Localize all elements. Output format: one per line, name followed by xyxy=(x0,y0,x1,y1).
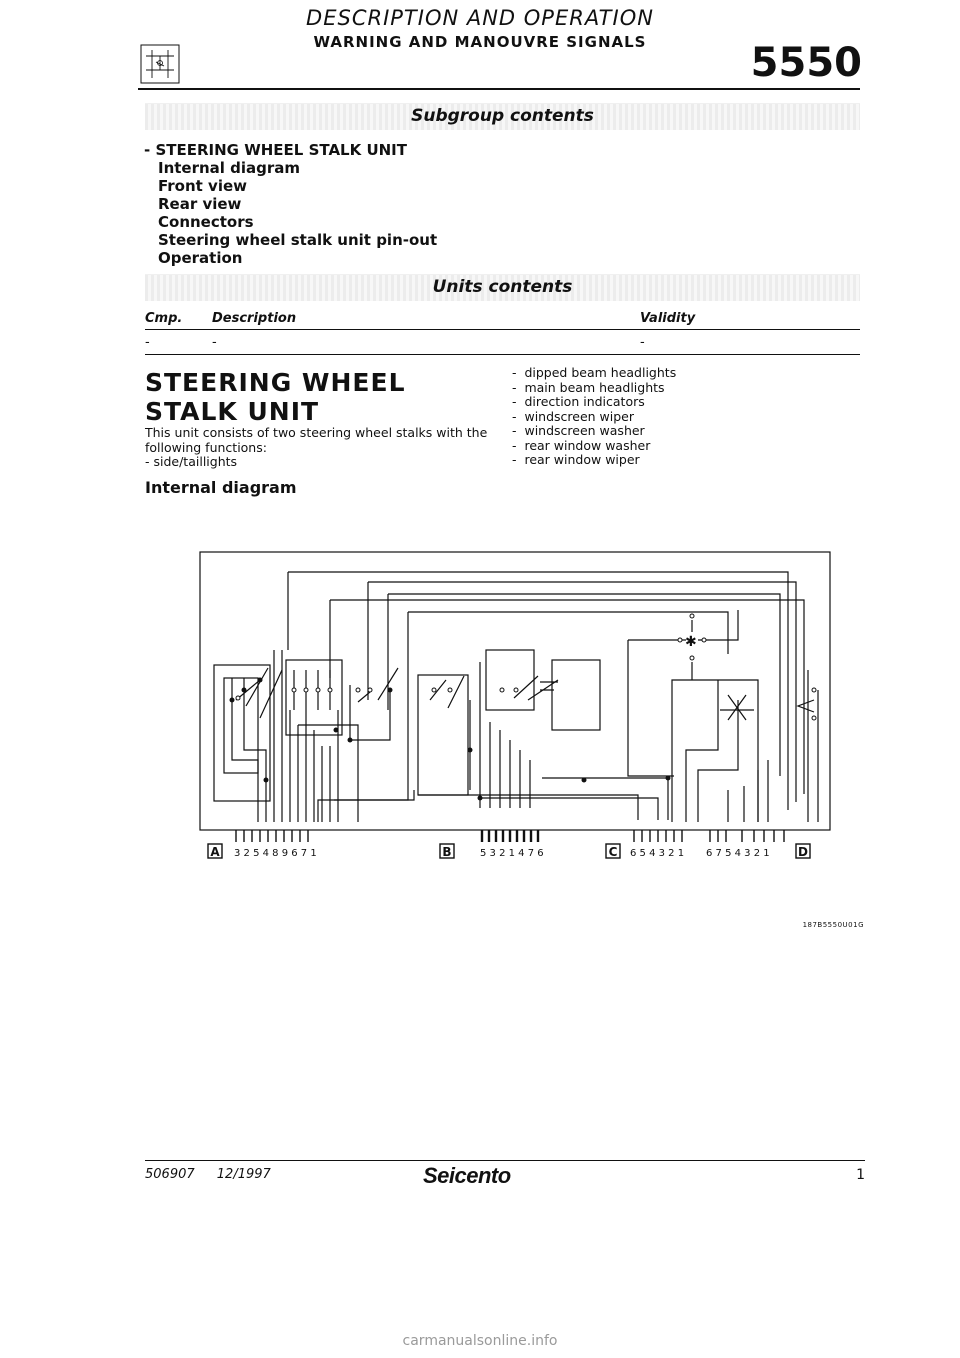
row-cmp: - xyxy=(145,335,150,350)
connector-d-pins: 6 7 5 4 3 2 1 xyxy=(706,848,770,859)
toc-main-item: - STEERING WHEEL STALK UNIT xyxy=(144,141,407,159)
table-rule-bottom xyxy=(145,354,860,355)
page-header-title: DESCRIPTION AND OPERATION xyxy=(306,6,654,30)
watermark: carmanualsonline.info xyxy=(402,1333,558,1349)
diagram-heading: Internal diagram xyxy=(145,478,297,497)
function-item: - side/taillights xyxy=(145,454,238,469)
lamp-symbol: ✱ xyxy=(685,634,697,650)
function-item: windscreen washer xyxy=(524,423,645,438)
connector-b-label: B xyxy=(442,845,452,859)
footer-date: 12/1997 xyxy=(216,1167,271,1182)
section-title xyxy=(145,368,406,426)
row-validity: - xyxy=(640,335,645,350)
internal-wiring-diagram xyxy=(198,550,838,866)
connector-d-label: D xyxy=(798,845,808,859)
footer-doc-info xyxy=(145,1167,271,1182)
toc-item: Operation xyxy=(158,249,243,267)
subgroup-band-label: Subgroup contents xyxy=(411,106,594,126)
function-list: - dipped beam headlights - main beam headlights - direction indicators - windscreen wiper - windscreen washer - rear window washer - rear window wiper xyxy=(512,365,677,467)
footer-rule xyxy=(145,1160,865,1161)
subgroup-toc xyxy=(144,141,437,267)
connector-a-pins: 3 2 5 4 8 9 6 7 1 xyxy=(234,848,317,859)
header-rule xyxy=(138,88,860,90)
wiring-schematic-icon xyxy=(140,44,180,84)
toc-item: Internal diagram xyxy=(158,159,301,177)
footer-brand: Seicento xyxy=(423,1163,511,1188)
function-item: main beam headlights xyxy=(524,379,665,395)
col-head-validity: Validity xyxy=(640,311,696,326)
units-band-label: Units contents xyxy=(432,277,573,297)
connector-b-pins: 5 3 2 1 4 7 6 xyxy=(480,848,544,859)
function-item: windscreen wiper xyxy=(524,408,635,424)
footer-doc-number: 506907 xyxy=(145,1167,195,1182)
diagram-ref-code: 187B5550U01G xyxy=(802,921,864,929)
function-item: rear window wiper xyxy=(524,452,640,467)
connector-c-pins: 6 5 4 3 2 1 xyxy=(630,848,685,859)
connector-a-label: A xyxy=(210,845,220,859)
toc-item: Connectors xyxy=(158,213,254,231)
col-head-cmp: Cmp. xyxy=(145,311,183,326)
section-intro xyxy=(145,426,490,470)
intro-text: This unit consists of two steering wheel stalks with the following functions: xyxy=(145,425,488,455)
toc-item: Steering wheel stalk unit pin-out xyxy=(158,231,438,249)
table-rule-top xyxy=(145,329,860,330)
col-head-description: Description xyxy=(212,311,297,326)
function-item: direction indicators xyxy=(524,394,645,409)
section-title-line2: STALK UNIT xyxy=(145,397,320,426)
section-title-line1: STEERING WHEEL xyxy=(145,368,406,397)
row-description: - xyxy=(212,335,217,350)
toc-item: Front view xyxy=(158,177,248,195)
group-code: 5550 xyxy=(750,40,862,86)
connector-c-label: C xyxy=(608,845,618,859)
function-item: rear window washer xyxy=(524,437,651,453)
function-item: dipped beam headlights xyxy=(524,365,677,380)
footer-page-number: 1 xyxy=(856,1167,865,1183)
page-header-subtitle: WARNING AND MANOUVRE SIGNALS xyxy=(313,33,647,51)
toc-item: Rear view xyxy=(158,195,242,213)
